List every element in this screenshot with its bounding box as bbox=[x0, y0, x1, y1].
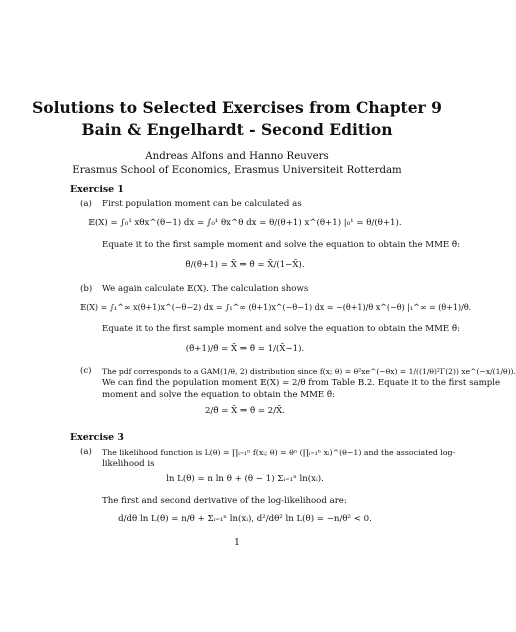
ex1-a-label: (a) bbox=[80, 199, 92, 209]
ex1-a-equation-2: θ̃/(θ̃+1) = X̄ ⇒ θ̃ = X̄/(1−X̄). bbox=[185, 260, 305, 270]
author-names: Andreas Alfons and Hanno Reuvers bbox=[145, 151, 329, 162]
page-number: 1 bbox=[234, 538, 240, 548]
title-line-2: Bain & Engelhardt - Second Edition bbox=[81, 120, 393, 139]
ex1-b-text: We again calculate 𝔼(X). The calculation shows bbox=[102, 284, 309, 294]
ex1-a-text: First population moment can be calculated as bbox=[102, 199, 302, 209]
exercise-3-heading: Exercise 3 bbox=[70, 432, 124, 443]
ex3-a-equation-2: d/dθ ln L(θ) = n/θ + Σᵢ₌₁ⁿ ln(xᵢ), d²/dθ² ln L(θ) = −n/θ² < 0. bbox=[118, 514, 372, 524]
ex1-c-text-1: The pdf corresponds to a GAM(1/θ, 2) distribution since f(x; θ) = θ²xe^(−θx) = 1/((1/θ)²Γ(2)) xe^(−x/(1/θ)). bbox=[102, 367, 516, 376]
ex1-b-text-2: Equate it to the first sample moment and solve the equation to obtain the MME θ̃: bbox=[102, 324, 460, 334]
ex3-a-text-2: likelihood is bbox=[102, 459, 155, 469]
ex1-c-text-3: moment and solve the equation to obtain the MME θ̃: bbox=[102, 390, 335, 400]
ex1-c-label: (c) bbox=[80, 366, 92, 376]
ex3-a-text-1: The likelihood function is L(θ) = ∏ᵢ₌₁ⁿ f(xᵢ; θ) = θⁿ (∏ᵢ₌₁ⁿ xᵢ)^(θ−1) and the associated log- bbox=[102, 448, 456, 457]
title-line-1: Solutions to Selected Exercises from Chapter 9 bbox=[32, 98, 442, 117]
exercise-1-heading: Exercise 1 bbox=[70, 184, 124, 195]
ex1-b-equation-2: (θ̃+1)/θ̃ = X̄ ⇒ θ̃ = 1/(X̄−1). bbox=[185, 344, 305, 354]
ex3-a-text-3: The first and second derivative of the log-likelihood are: bbox=[102, 496, 347, 506]
ex1-c-equation: 2/θ̃ = X̄ ⇒ θ̃ = 2/X̄. bbox=[204, 406, 286, 416]
ex1-b-label: (b) bbox=[80, 284, 93, 294]
ex3-a-label: (a) bbox=[80, 447, 92, 457]
author-affiliation: Erasmus School of Economics, Erasmus Universiteit Rotterdam bbox=[72, 165, 402, 176]
ex3-a-equation-1: ln L(θ) = n ln θ + (θ − 1) Σᵢ₌₁ⁿ ln(xᵢ). bbox=[166, 474, 324, 484]
ex1-a-text-2: Equate it to the first sample moment and solve the equation to obtain the MME θ̃: bbox=[102, 240, 460, 250]
ex1-b-equation-1: 𝔼(X) = ∫₁^∞ x(θ+1)x^(−θ−2) dx = ∫₁^∞ (θ+1)x^(−θ−1) dx = −(θ+1)/θ x^(−θ) |₁^∞ = (θ+1)/θ. bbox=[80, 303, 472, 312]
ex1-a-equation-1: 𝔼(X) = ∫₀¹ xθx^(θ−1) dx = ∫₀¹ θx^θ dx = θ/(θ+1) x^(θ+1) |₀¹ = θ/(θ+1). bbox=[88, 218, 402, 228]
ex1-c-text-2: We can find the population moment 𝔼(X) = 2/θ from Table B.2. Equate it to the first sample bbox=[102, 378, 501, 388]
